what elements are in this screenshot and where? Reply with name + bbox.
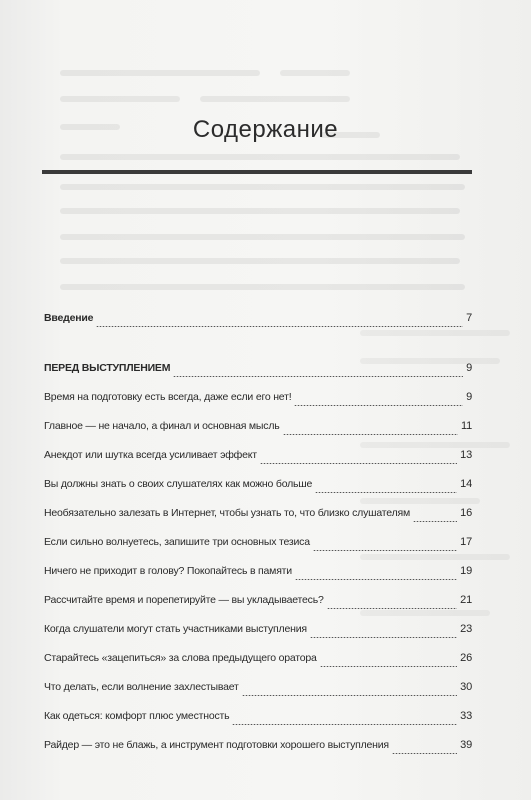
toc-label: Время на подготовку есть всегда, даже если его нет! <box>44 391 292 403</box>
dot-leader <box>242 695 458 696</box>
toc-entry <box>44 739 472 757</box>
toc-page-number: 39 <box>460 739 472 751</box>
toc-entry <box>44 449 472 467</box>
toc-entry <box>44 681 472 699</box>
toc-entry <box>44 652 472 670</box>
dot-leader <box>283 434 458 435</box>
dot-leader <box>310 637 457 638</box>
toc-entry <box>44 420 472 438</box>
show-through-text <box>0 0 531 320</box>
toc-label: Ничего не приходит в голову? Покопайтесь в памяти <box>44 565 292 577</box>
dot-leader <box>315 492 457 493</box>
dot-leader <box>232 724 457 725</box>
dot-leader <box>392 753 457 754</box>
toc-entry <box>44 312 472 330</box>
dot-leader <box>327 608 458 609</box>
toc-entry <box>44 536 472 554</box>
toc-page-number: 11 <box>460 420 472 432</box>
dot-leader <box>294 405 463 406</box>
toc-label: Как одеться: комфорт плюс уместность <box>44 710 230 722</box>
toc-page-number: 7 <box>466 312 472 324</box>
dot-leader <box>295 579 457 580</box>
toc-page-number: 16 <box>460 507 472 519</box>
toc-entry <box>44 391 472 409</box>
toc-page-number: 26 <box>460 652 472 664</box>
toc-label: Главное — не начало, а финал и основная мысль <box>44 420 280 432</box>
toc-label: Когда слушатели могут стать участниками выступления <box>44 623 307 635</box>
toc-page-number: 19 <box>460 565 472 577</box>
toc-page-number: 21 <box>460 594 472 606</box>
toc-page-number: 33 <box>460 710 472 722</box>
toc-label: Что делать, если волнение захлестывает <box>44 681 239 693</box>
dot-leader <box>260 463 457 464</box>
toc-page-number: 30 <box>460 681 472 693</box>
toc-page-number: 9 <box>466 391 472 403</box>
toc-page-number: 23 <box>460 623 472 635</box>
toc-label: Необязательно залезать в Интернет, чтобы узнать то, что близко слушателям <box>44 507 410 519</box>
toc-label: ПЕРЕД ВЫСТУПЛЕНИЕМ <box>44 362 171 374</box>
toc-label: Вы должны знать о своих слушателях как можно больше <box>44 478 313 490</box>
toc-entry <box>44 594 472 612</box>
toc-entry <box>44 507 472 525</box>
toc-label: Райдер — это не блажь, а инструмент подготовки хорошего выступления <box>44 739 389 751</box>
toc-entry <box>44 623 472 641</box>
table-of-contents <box>44 312 472 757</box>
toc-label: Рассчитайте время и порепетируйте — вы укладываетесь? <box>44 594 324 606</box>
page-title: Содержание <box>192 116 339 143</box>
dot-leader <box>96 326 463 327</box>
dot-leader <box>413 521 457 522</box>
dot-leader <box>320 666 457 667</box>
toc-section-heading <box>44 362 472 380</box>
toc-label: Старайтесь «зацепиться» за слова предыдущего оратора <box>44 652 317 664</box>
toc-entry <box>44 565 472 583</box>
toc-page-number: 13 <box>460 449 472 461</box>
dot-leader <box>313 550 457 551</box>
toc-page-number: 17 <box>460 536 472 548</box>
title-rule <box>42 170 472 174</box>
toc-label: Анекдот или шутка всегда усиливает эффект <box>44 449 257 461</box>
toc-label: Если сильно волнуетесь, запишите три основных тезиса <box>44 536 310 548</box>
toc-entry <box>44 478 472 496</box>
toc-label: Введение <box>44 312 94 324</box>
toc-page-number: 14 <box>460 478 472 490</box>
toc-entry <box>44 710 472 728</box>
dot-leader <box>173 376 463 377</box>
toc-page-number: 9 <box>466 362 472 374</box>
